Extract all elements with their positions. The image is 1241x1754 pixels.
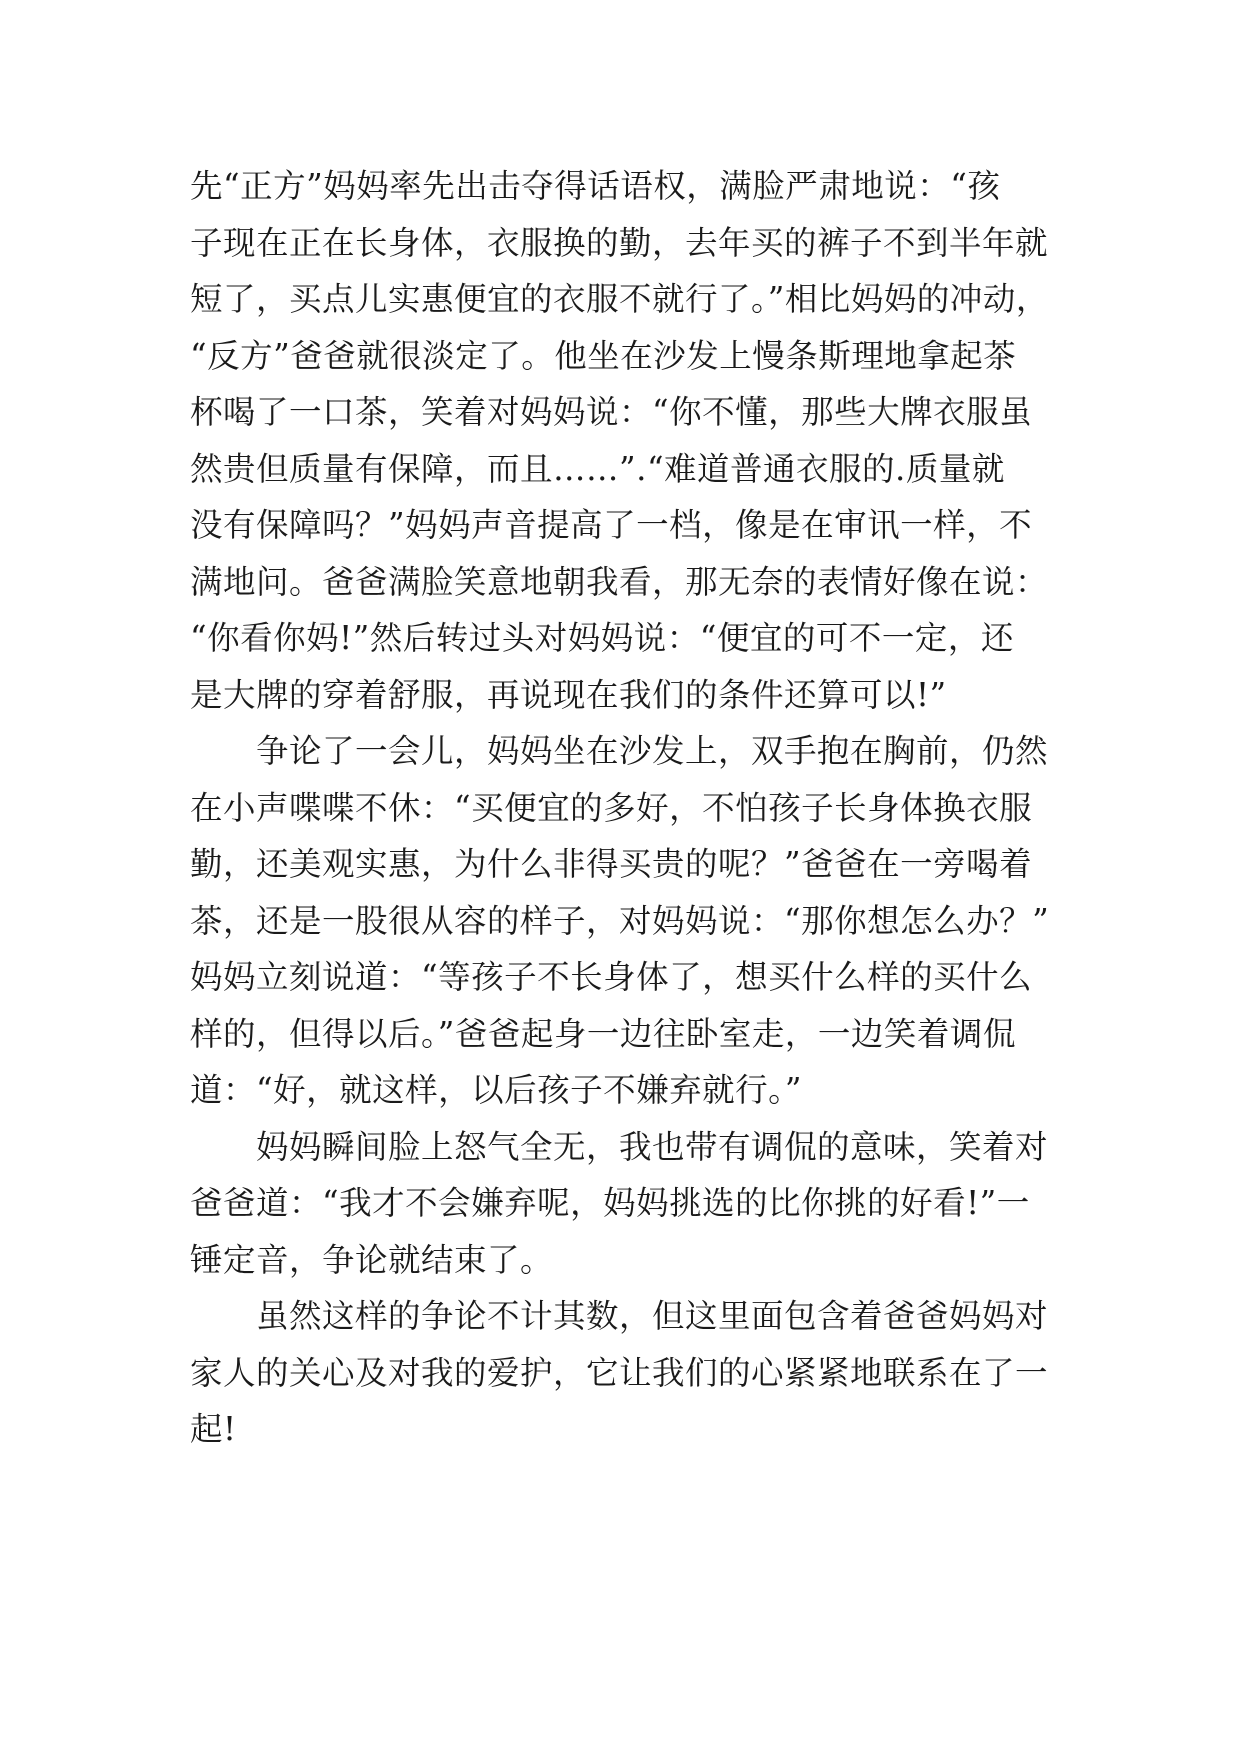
text-line: 在小声喋喋不休：“买便宜的多好，不怕孩子长身体换衣服 xyxy=(190,788,1033,827)
text-line: “你看你妈!”然后转过头对妈妈说：“便宜的可不一定，还 xyxy=(190,619,1014,657)
text-line: 爸爸道：“我才不会嫌弃呢，妈妈挑选的比你挑的好看!”一 xyxy=(190,1184,1030,1222)
body-text xyxy=(190,158,1070,1458)
text-line: 满地问。爸爸满脸笑意地朝我看，那无奈的表情好像在说： xyxy=(190,562,1049,601)
text-line: 短了，买点儿实惠便宜的衣服不就行了。”相比妈妈的冲动， xyxy=(190,280,1049,318)
text-line: 先“正方”妈妈率先出击夺得话语权，满脸严肃地说：“孩 xyxy=(190,167,1001,205)
text-line: 道：“好，就这样，以后孩子不嫌弃就行。” xyxy=(190,1071,802,1109)
text-line: 是大牌的穿着舒服，再说现在我们的条件还算可以!” xyxy=(190,675,947,714)
text-line: 起! xyxy=(190,1410,237,1448)
text-line: 勤，还美观实惠，为什么非得买贵的呢？”爸爸在一旁喝着 xyxy=(190,845,1033,883)
text-line: 茶，还是一股很从容的样子，对妈妈说：“那你想怎么办？” xyxy=(190,901,1050,940)
text-line: “反方”爸爸就很淡定了。他坐在沙发上慢条斯理地拿起茶 xyxy=(190,336,1017,375)
text-line: 妈妈瞬间脸上怒气全无，我也带有调侃的意味，笑着对 xyxy=(256,1127,1049,1166)
text-line: 杯喝了一口茶，笑着对妈妈说：“你不懂，那些大牌衣服虽 xyxy=(190,393,1033,431)
text-line: 子现在正在长身体，衣服换的勤，去年买的裤子不到半年就 xyxy=(190,223,1049,262)
paragraph-3 xyxy=(190,1119,1070,1289)
text-line: 妈妈立刻说道：“等孩子不长身体了，想买什么样的买什么 xyxy=(190,958,1033,996)
text-line: 样的，但得以后。”爸爸起身一边往卧室走，一边笑着调侃 xyxy=(190,1014,1016,1053)
text-line: 锤定音，争论就结束了。 xyxy=(190,1240,554,1279)
paragraph-4 xyxy=(190,1288,1070,1458)
text-line: 没有保障吗？”妈妈声音提高了一档，像是在审讯一样，不 xyxy=(190,506,1033,544)
text-line: 虽然这样的争论不计其数，但这里面包含着爸爸妈妈对 xyxy=(256,1297,1049,1335)
paragraph-2 xyxy=(190,723,1070,1119)
text-line: 然贵但质量有保障，而且……”.“难道普通衣服的.质量就 xyxy=(190,449,1005,488)
text-line: 争论了一会儿，妈妈坐在沙发上，双手抱在胸前，仍然 xyxy=(256,732,1049,770)
paragraph-1 xyxy=(190,158,1070,723)
text-line: 家人的关心及对我的爱护，它让我们的心紧紧地联系在了一 xyxy=(190,1353,1049,1392)
